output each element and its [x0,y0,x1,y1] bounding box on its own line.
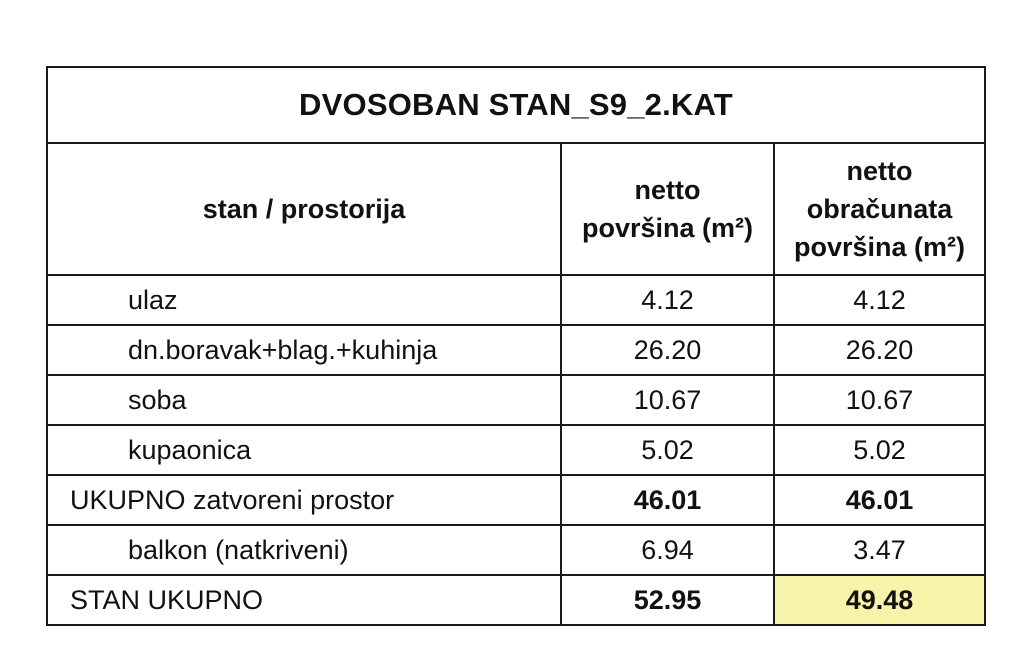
net-area-value: 5.02 [561,425,774,475]
room-name: kupaonica [47,425,561,475]
net-area-value: 10.67 [561,375,774,425]
total-row [47,575,985,625]
area-table [46,66,986,626]
total-calc-area: 49.48 [774,575,985,625]
room-name: balkon (natkriveni) [47,525,561,575]
calc-area-value: 5.02 [774,425,985,475]
net-area-value: 26.20 [561,325,774,375]
table-row [47,325,985,375]
table-row [47,375,985,425]
calc-area-value: 10.67 [774,375,985,425]
calc-area-value: 3.47 [774,525,985,575]
table-row [47,275,985,325]
table-title: DVOSOBAN STAN_S9_2.KAT [47,67,985,143]
header-room: stan / prostorija [47,143,561,275]
area-sheet [46,66,984,622]
room-name: ulaz [47,275,561,325]
net-area-value: 6.94 [561,525,774,575]
header-row [47,143,985,275]
total-net-area: 52.95 [561,575,774,625]
net-area-value: 4.12 [561,275,774,325]
room-name: soba [47,375,561,425]
table-row [47,425,985,475]
subtotal-row [47,475,985,525]
table-row [47,525,985,575]
header-net-calculated-area: netto obračunata površina (m²) [774,143,985,275]
title-row [47,67,985,143]
room-name: dn.boravak+blag.+kuhinja [47,325,561,375]
calc-area-value: 26.20 [774,325,985,375]
calc-area-value: 4.12 [774,275,985,325]
subtotal-label: UKUPNO zatvoreni prostor [47,475,561,525]
subtotal-net-area: 46.01 [561,475,774,525]
subtotal-calc-area: 46.01 [774,475,985,525]
total-label: STAN UKUPNO [47,575,561,625]
header-net-area: netto površina (m²) [561,143,774,275]
